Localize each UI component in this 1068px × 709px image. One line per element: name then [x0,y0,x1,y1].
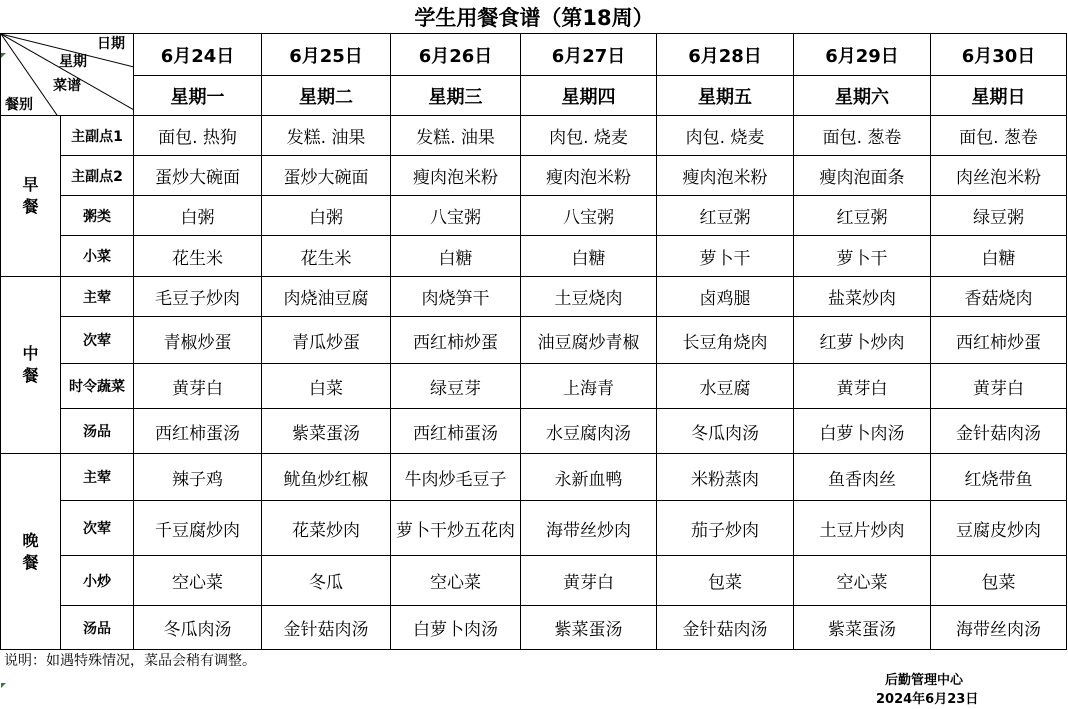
category-label: 时令蔬菜 [61,364,134,409]
dish-cell: 牛肉炒毛豆子 [391,454,521,501]
corner-meal-label: 餐别 [5,97,33,113]
dish-cell: 金针菇肉汤 [657,606,794,650]
date-header: 6月28日 [657,34,794,76]
category-label: 次荤 [61,317,134,364]
date-header: 6月30日 [931,34,1067,76]
dish-cell: 花菜炒肉 [262,501,391,556]
dish-cell: 瘦肉泡米粉 [391,156,521,196]
dish-cell: 蛋炒大碗面 [262,156,391,196]
category-label: 小菜 [61,236,134,277]
dish-cell: 香菇烧肉 [931,277,1067,317]
dish-cell: 豆腐皮炒肉 [931,501,1067,556]
dish-cell: 肉包. 烧麦 [657,116,794,156]
menu-row [1,116,1067,156]
weekday-header: 星期二 [262,76,391,116]
dish-cell: 白糖 [391,236,521,277]
dish-cell: 茄子炒肉 [657,501,794,556]
dish-cell: 空心菜 [134,556,262,606]
weekday-header: 星期六 [794,76,931,116]
date-header: 6月29日 [794,34,931,76]
meal-label-char: 餐 [22,197,39,216]
meal-label-char: 早 [22,175,39,194]
category-label: 小炒 [61,556,134,606]
dish-cell: 紫菜蛋汤 [262,409,391,454]
dish-cell: 白萝卜肉汤 [794,409,931,454]
dish-cell: 水豆腐肉汤 [521,409,657,454]
dish-cell: 金针菇肉汤 [931,409,1067,454]
dish-cell: 萝卜干炒五花肉 [391,501,521,556]
dish-cell: 永新血鸭 [521,454,657,501]
category-label: 主副点2 [61,156,134,196]
dish-cell: 肉包. 烧麦 [521,116,657,156]
dish-cell: 千豆腐炒肉 [134,501,262,556]
dish-cell: 八宝粥 [521,196,657,236]
dish-cell: 水豆腐 [657,364,794,409]
dish-cell: 肉烧油豆腐 [262,277,391,317]
weekday-header: 星期四 [521,76,657,116]
dish-cell: 绿豆粥 [931,196,1067,236]
category-label: 汤品 [61,606,134,650]
meal-label-char: 中 [22,344,39,363]
dish-cell: 鱿鱼炒红椒 [262,454,391,501]
dish-cell: 盐菜炒肉 [794,277,931,317]
dish-cell: 白粥 [262,196,391,236]
meal-label-char: 餐 [22,552,39,572]
corner-week-label: 星期 [59,54,87,70]
page-title: 学生用餐食谱（第18周） [414,6,654,30]
meal-label-char: 晚 [22,530,39,550]
dish-cell: 西红柿蛋汤 [391,409,521,454]
menu-row [1,277,1067,317]
meal-label [1,454,61,650]
corner-date-label: 日期 [97,36,125,52]
category-label: 主荤 [61,454,134,501]
weekday-header: 星期五 [657,76,794,116]
dish-cell: 瘦肉泡面条 [794,156,931,196]
dish-cell: 肉丝泡米粉 [931,156,1067,196]
dish-cell: 面包. 葱卷 [931,116,1067,156]
corner-menu-label: 菜谱 [53,78,81,94]
date-header: 6月27日 [521,34,657,76]
dish-cell: 包菜 [931,556,1067,606]
menu-row [1,409,1067,454]
table-corner-header [1,34,134,116]
weekday-header: 星期一 [134,76,262,116]
meal-label [1,116,61,277]
footnote: 说明：如遇特殊情况，菜品会稍有调整。 [4,653,256,669]
dish-cell: 毛豆子炒肉 [134,277,262,317]
dish-cell: 发糕. 油果 [262,116,391,156]
signature-org: 后勤管理中心 [885,673,964,688]
dish-cell: 西红柿炒蛋 [931,317,1067,364]
dish-cell: 红烧带鱼 [931,454,1067,501]
dish-cell: 黄芽白 [521,556,657,606]
dish-cell: 黄芽白 [794,364,931,409]
dish-cell: 发糕. 油果 [391,116,521,156]
dish-cell: 长豆角烧肉 [657,317,794,364]
dish-cell: 白粥 [134,196,262,236]
meal-label [1,277,61,454]
dish-cell: 面包. 葱卷 [794,116,931,156]
dish-cell: 上海青 [521,364,657,409]
dish-cell: 黄芽白 [134,364,262,409]
cell-marker-icon [1,683,6,688]
dish-cell: 冬瓜肉汤 [134,606,262,650]
dish-cell: 油豆腐炒青椒 [521,317,657,364]
dish-cell: 包菜 [657,556,794,606]
meal-label-char: 餐 [22,366,39,385]
dish-cell: 紫菜蛋汤 [521,606,657,650]
dish-cell: 西红柿炒蛋 [391,317,521,364]
dish-cell: 八宝粥 [391,196,521,236]
dish-cell: 卤鸡腿 [657,277,794,317]
dish-cell: 青椒炒蛋 [134,317,262,364]
dish-cell: 鱼香肉丝 [794,454,931,501]
dish-cell: 海带丝肉汤 [931,606,1067,650]
dish-cell: 萝卜干 [794,236,931,277]
date-header: 6月26日 [391,34,521,76]
dish-cell: 瘦肉泡米粉 [521,156,657,196]
menu-row [1,156,1067,196]
dish-cell: 空心菜 [794,556,931,606]
dish-cell: 空心菜 [391,556,521,606]
dish-cell: 白糖 [521,236,657,277]
cell-marker-icon [1,53,6,58]
dish-cell: 土豆片炒肉 [794,501,931,556]
date-header: 6月24日 [134,34,262,76]
dish-cell: 白萝卜肉汤 [391,606,521,650]
dish-cell: 米粉蒸肉 [657,454,794,501]
dish-cell: 蛋炒大碗面 [134,156,262,196]
dish-cell: 花生米 [134,236,262,277]
category-label: 主副点1 [61,116,134,156]
dish-cell: 冬瓜肉汤 [657,409,794,454]
dish-cell: 肉烧笋干 [391,277,521,317]
menu-row [1,501,1067,556]
dish-cell: 白糖 [931,236,1067,277]
dish-cell: 土豆烧肉 [521,277,657,317]
category-label: 汤品 [61,409,134,454]
dish-cell: 黄芽白 [931,364,1067,409]
dish-cell: 面包. 热狗 [134,116,262,156]
dish-cell: 西红柿蛋汤 [134,409,262,454]
date-header: 6月25日 [262,34,391,76]
category-label: 粥类 [61,196,134,236]
dish-cell: 海带丝炒肉 [521,501,657,556]
dish-cell: 辣子鸡 [134,454,262,501]
dish-cell: 红豆粥 [657,196,794,236]
menu-row [1,606,1067,650]
menu-row [1,454,1067,501]
menu-table [0,33,1067,650]
signature-date: 2024年6月23日 [876,692,979,707]
menu-row [1,556,1067,606]
dish-cell: 金针菇肉汤 [262,606,391,650]
menu-row [1,317,1067,364]
dish-cell: 花生米 [262,236,391,277]
dish-cell: 青瓜炒蛋 [262,317,391,364]
weekday-header: 星期三 [391,76,521,116]
dish-cell: 萝卜干 [657,236,794,277]
dish-cell: 红豆粥 [794,196,931,236]
dish-cell: 瘦肉泡米粉 [657,156,794,196]
dish-cell: 白菜 [262,364,391,409]
weekday-header: 星期日 [931,76,1067,116]
dish-cell: 冬瓜 [262,556,391,606]
menu-row [1,364,1067,409]
dish-cell: 绿豆芽 [391,364,521,409]
dish-cell: 红萝卜炒肉 [794,317,931,364]
category-label: 次荤 [61,501,134,556]
category-label: 主荤 [61,277,134,317]
menu-row [1,236,1067,277]
menu-row [1,196,1067,236]
dish-cell: 紫菜蛋汤 [794,606,931,650]
